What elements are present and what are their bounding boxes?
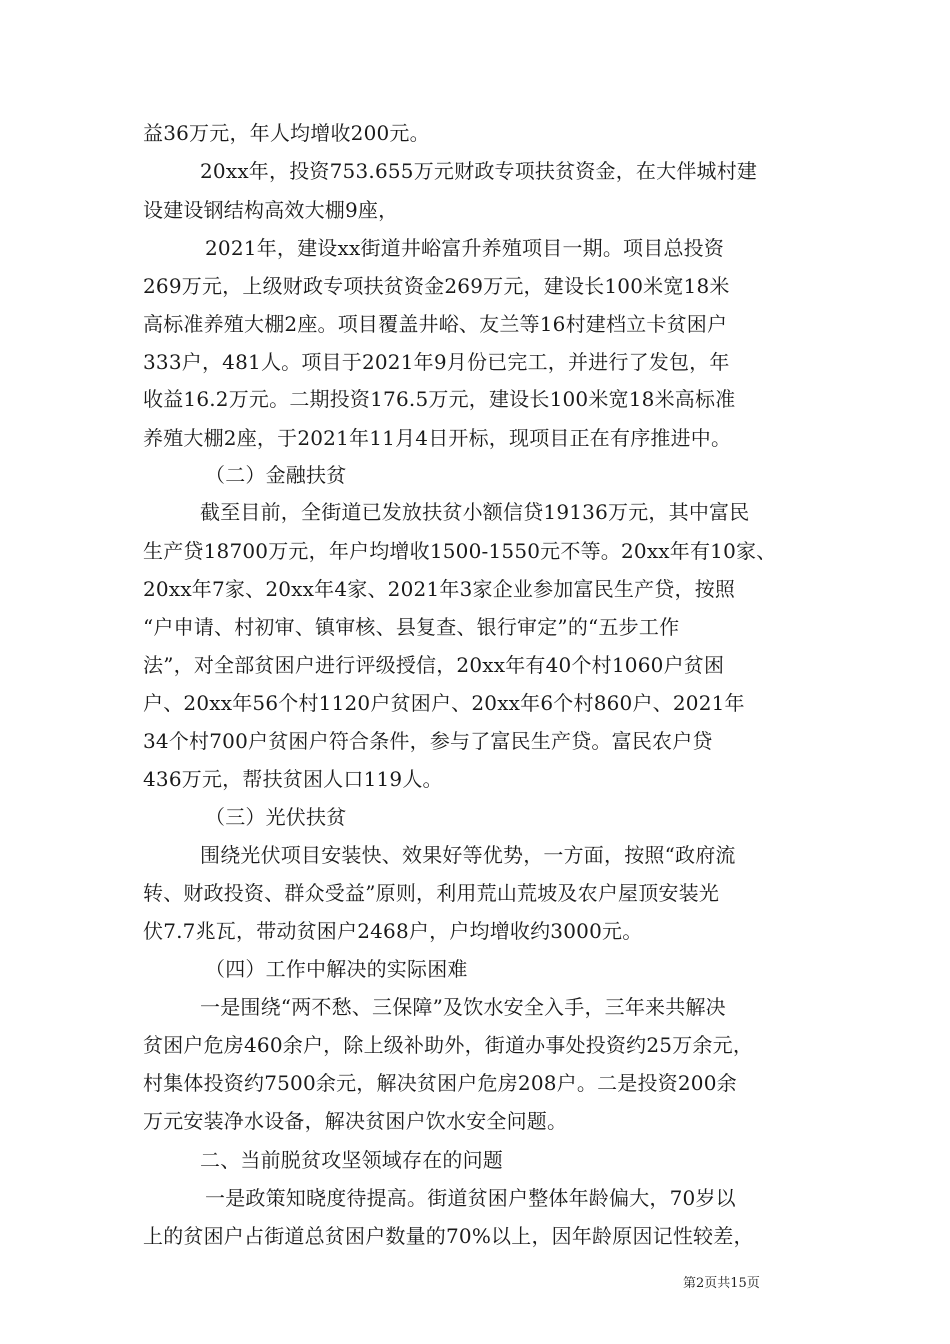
page-number: 第2页共15页 — [683, 1276, 760, 1291]
text-line: 一是政策知晓度待提高。街道贫困户整体年龄偏大，70岁以 — [205, 1186, 736, 1210]
text-line: 围绕光伏项目安装快、效果好等优势，一方面，按照“政府流 — [200, 843, 736, 867]
section-heading: （四）工作中解决的实际困难 — [205, 957, 468, 981]
text-line: 高标准养殖大棚2座。项目覆盖井峪、友兰等16村建档立卡贫困户 — [143, 312, 728, 336]
text-line: 转、财政投资、群众受益”原则，利用荒山荒坡及农户屋顶安装光 — [143, 881, 720, 905]
text-line: “户申请、村初审、镇审核、县复查、银行审定”的“五步工作 — [143, 615, 680, 639]
section-heading: 二、当前脱贫攻坚领域存在的问题 — [200, 1148, 503, 1172]
text-line: 户、20xx年56个村1120户贫困户、20xx年6个村860户、2021年 — [143, 691, 745, 715]
text-line: 333户，481人。项目于2021年9月份已完工，并进行了发包，年 — [143, 350, 730, 374]
text-line: 贫困户危房460余户，除上级补助外，街道办事处投资约25万余元， — [143, 1033, 754, 1057]
text-line: 设建设钢结构高效大棚9座， — [143, 198, 399, 222]
text-line: 养殖大棚2座，于2021年11月4日开标，现项目正在有序推进中。 — [143, 426, 732, 450]
text-line: 益36万元，年人均增收200元。 — [143, 121, 430, 145]
text-line: 伏7.7兆瓦，带动贫困户2468户，户均增收约3000元。 — [143, 919, 643, 943]
text-line: 截至目前，全街道已发放扶贫小额信贷19136万元，其中富民 — [200, 500, 750, 524]
section-heading: （二）金融扶贫 — [205, 463, 347, 487]
text-line: 法”，对全部贫困户进行评级授信，20xx年有40个村1060户贫困 — [143, 653, 725, 677]
text-line: 20xx年，投资753.655万元财政专项扶贫资金，在大伴城村建 — [200, 159, 758, 183]
text-line: 34个村700户贫困户符合条件，参与了富民生产贷。富民农户贷 — [143, 729, 713, 753]
text-line: 收益16.2万元。二期投资176.5万元，建设长100米宽18米高标准 — [143, 387, 736, 411]
text-line: 20xx年7家、20xx年4家、2021年3家企业参加富民生产贷，按照 — [143, 577, 736, 601]
text-line: 2021年，建设xx街道井峪富升养殖项目一期。项目总投资 — [205, 236, 725, 260]
text-line: 村集体投资约7500余元，解决贫困户危房208户。二是投资200余 — [143, 1071, 737, 1095]
section-heading: （三）光伏扶贫 — [205, 805, 347, 829]
text-line: 上的贫困户占街道总贫困户数量的70%以上，因年龄原因记性较差， — [143, 1224, 754, 1248]
text-line: 436万元，帮扶贫困人口119人。 — [143, 767, 443, 791]
text-line: 一是围绕“两不愁、三保障”及饮水安全入手，三年来共解决 — [200, 995, 726, 1019]
text-line: 269万元，上级财政专项扶贫资金269万元，建设长100米宽18米 — [143, 274, 730, 298]
text-line: 万元安装净水设备，解决贫困户饮水安全问题。 — [143, 1109, 568, 1133]
text-line: 生产贷18700万元，年户均增收1500-1550元不等。20xx年有10家、 — [143, 539, 777, 563]
